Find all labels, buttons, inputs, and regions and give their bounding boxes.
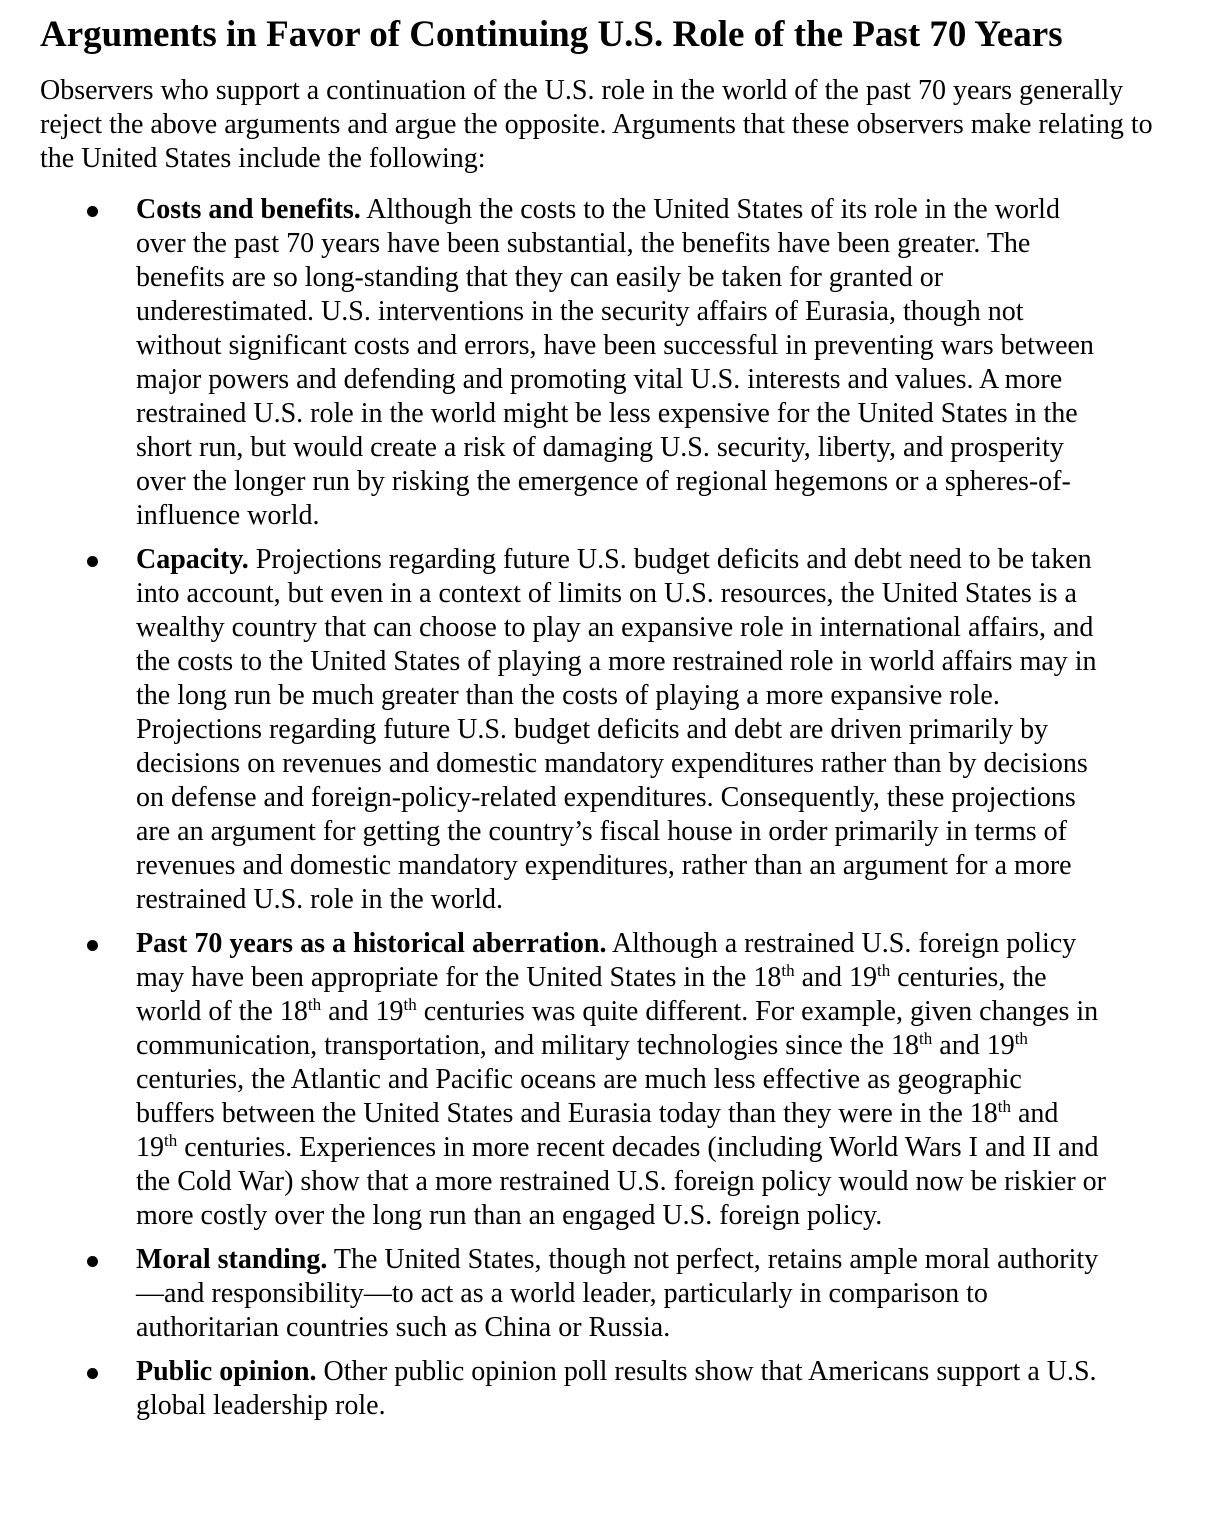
bullet-lead: Capacity. [136,544,249,575]
bullet-icon [87,1256,98,1267]
bullet-text: Projections regarding future U.S. budget deficits and debt need to be taken into account, but even in a context of limits on U.S. resources, the United States is a wealthy country that can choose to play an expansive role in international affairs, and the costs to the United States of playing a more restrained role in world affairs may in the long run be much greater than the costs of playing a more expansive role. Projections regarding future U.S. budget deficits and debt are driven primarily by decisions on revenues and domestic mandatory expenditures rather than by decisions on defense and foreign-policy-related expenditures. Consequently, these projections are an argument for getting the country’s fiscal house in order primarily in terms of revenues and domestic mandatory expenditures, rather than an argument for a more restrained U.S. role in the world. [136,544,1097,915]
bullet-text: Other public opinion poll results show that Americans support a U.S. global leadership role. [136,1356,1097,1421]
superscript: th [1014,1029,1028,1048]
list-item-moral-standing [40,1243,1106,1345]
superscript: th [403,995,417,1014]
superscript: th [164,1131,178,1150]
list-item-capacity [40,543,1106,917]
superscript: th [781,961,795,980]
section-heading: Arguments in Favor of Continuing U.S. Role of the Past 70 Years [40,14,1063,55]
bullet-text: and 19 [321,996,404,1027]
bullet-icon [87,940,98,951]
bullet-icon [87,1368,98,1379]
list-item-historical-aberration [40,927,1106,1233]
bullet-icon [87,556,98,567]
list-item-public-opinion [40,1355,1106,1423]
bullet-lead: Past 70 years as a historical aberration. [136,928,607,959]
bullet-text: centuries was quite different. For example, given changes in communication, transportation, and military technologies since the 18 [136,996,1099,1061]
bullet-text: centuries, the Atlantic and Pacific oceans are much less effective as geographic buffers between the United States and Eurasia today than they were in the 18 [136,1064,1022,1129]
bullet-text: The United States, though not perfect, retains ample moral authority—and responsibility—to act as a world leader, particularly in comparison to authoritarian countries such as China or Russia. [136,1244,1099,1343]
superscript: th [919,1029,933,1048]
superscript: th [877,961,891,980]
bullet-text: and 19 [136,1098,1059,1163]
argument-list [40,193,1190,1423]
bullet-icon [87,206,98,217]
bullet-text: Although the costs to the United States of its role in the world over the past 70 years have been substantial, the benefits have been greater. The benefits are so long-standing that they can easily be taken for granted or underestimated. U.S. interventions in the security affairs of Eurasia, though not without significant costs and errors, have been successful in preventing wars between major powers and defending and promoting vital U.S. interests and values. A more restrained U.S. role in the world might be less expensive for the United States in the short run, but would create a risk of damaging U.S. security, liberty, and prosperity over the longer run by risking the emergence of regional hegemons or a spheres-of-influence world. [136,194,1094,531]
bullet-text: centuries. Experiences in more recent decades (including World Wars I and II and the Cold War) show that a more restrained U.S. foreign policy would now be riskier or more costly over the long run than an engaged U.S. foreign policy. [136,1132,1107,1231]
list-item-costs-and-benefits [40,193,1106,533]
intro-paragraph: Observers who support a continuation of the U.S. role in the world of the past 70 years generally reject the above arguments and argue the opposite. Arguments that these observers make relating to the United States include the following: [40,75,1153,174]
bullet-lead: Public opinion. [136,1356,317,1387]
document-page [40,14,1190,1433]
bullet-lead: Moral standing. [136,1244,328,1275]
superscript: th [997,1097,1011,1116]
bullet-lead: Costs and benefits. [136,194,361,225]
bullet-text: and 19 [794,962,878,993]
bullet-text: and 19 [932,1030,1015,1061]
bullet-text: centuries, the world of the 18 [136,962,1047,1027]
superscript: th [307,995,322,1014]
bullet-text: Although a restrained U.S. foreign policy may have been appropriate for the United States in the 18 [136,928,1077,993]
